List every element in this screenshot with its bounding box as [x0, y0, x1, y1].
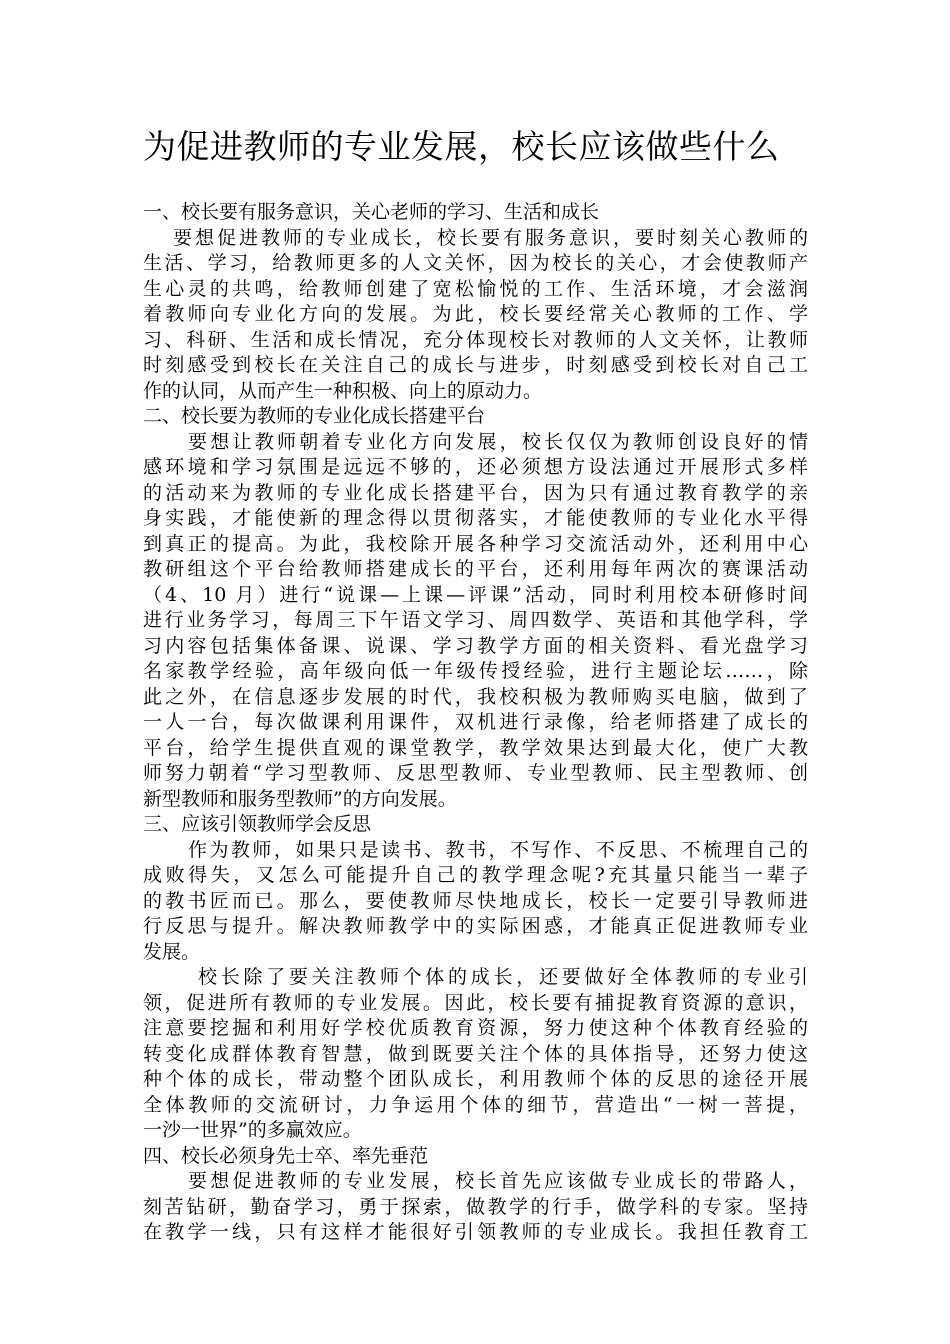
- paragraph-line: 转变化成群体教育智慧，做到既要关注个体的具体指导，还努力使这: [143, 1042, 808, 1065]
- paragraph-line: 校长除了要关注教师个体的成长，还要做好全体教师的专业引: [198, 966, 808, 988]
- paragraph-line: 平台，给学生提供直观的课堂教学，教学效果达到最大化，使广大教: [143, 736, 808, 759]
- paragraph-line: 进行业务学习，每周三下午语文学习、周四数学、英语和其他学科，学: [143, 609, 808, 631]
- paragraph-line: 生活、学习，给教师更多的人文关怀，因为校长的关心，才会使教师产: [143, 252, 808, 274]
- paragraph: [143, 226, 808, 405]
- paragraph-line: 感环境和学习氛围是远远不够的，还必须想方设法通过开展形式多样: [143, 456, 808, 478]
- paragraph-line: 教研组这个平台给教师搭建成长的平台，还利用每年两次的赛课活动: [143, 558, 808, 580]
- paragraph-line: 一沙一世界”的多赢效应。: [143, 1119, 362, 1141]
- paragraph-line: 习、科研、生活和成长情况，充分体现校长对教师的人文关怀，让教师: [143, 328, 808, 351]
- section-3: [143, 812, 808, 1144]
- paragraph-line: 名家教学经验，高年级向低一年级传授经验，进行主题论坛……，除: [143, 660, 808, 682]
- document-title: 为促进教师的专业发展，校长应该做些什么: [143, 127, 780, 166]
- section-heading: 三、应该引领教师学会反思: [143, 813, 372, 835]
- paragraph-line: （4、10 月）进行“说课—上课—评课”活动，同时利用校本研修时间: [143, 583, 808, 606]
- paragraph-line: 着教师向专业化方向的发展。为此，校长要经常关心教师的工作、学: [143, 303, 808, 325]
- paragraph-line: 新型教师和服务型教师”的方向发展。: [143, 787, 457, 810]
- paragraph-line: 此之外，在信息逐步发展的时代，我校积极为教师购买电脑，做到了: [143, 685, 808, 708]
- paragraph-line: 行反思与提升。解决教师教学中的实际困惑，才能真正促进教师专业: [143, 915, 808, 937]
- paragraph-line: 作为教师，如果只是读书、教书，不写作、不反思、不梳理自己的: [188, 838, 808, 861]
- paragraph-line: 要想让教师朝着专业化方向发展，校长仅仅为教师创设良好的情: [188, 430, 808, 453]
- paragraph-line: 要想促进教师的专业发展，校长首先应该做专业成长的带路人，: [188, 1170, 808, 1192]
- section-heading: 四、校长必须身先士卒、率先垂范: [143, 1144, 429, 1167]
- section-heading: 二、校长要为教师的专业化成长搭建平台: [143, 405, 486, 427]
- section-1: [143, 200, 808, 404]
- paragraph-line: 要想促进教师的专业成长，校长要有服务意识，要时刻关心教师的: [173, 226, 808, 249]
- paragraph-line: 在教学一线，只有这样才能很好引领教师的专业成长。我担任教育工: [143, 1221, 808, 1243]
- paragraph-line: 发展。: [143, 940, 201, 963]
- paragraph-line: 师努力朝着“学习型教师、反思型教师、专业型教师、民主型教师、创: [143, 762, 808, 784]
- document-page: [143, 122, 808, 1246]
- paragraph-line: 到真正的提高。为此，我校除开展各种学习交流活动外，还利用中心: [143, 532, 808, 555]
- paragraph-line: 一人一台，每次做课利用课件，双机进行录像，给老师搭建了成长的: [143, 711, 808, 733]
- paragraph-line: 时刻感受到校长在关注自己的成长与进步，时刻感受到校长对自己工: [143, 354, 808, 376]
- paragraph-line: 作的认同，从而产生一种积极、向上的原动力。: [143, 379, 543, 402]
- section-2: [143, 404, 808, 812]
- paragraph-line: 刻苦钻研，勤奋学习，勇于探索，做教学的行手，做学科的专家。坚持: [143, 1195, 808, 1218]
- paragraph-line: 习内容包括集体备课、说课、学习教学方面的相关资料、看光盘学习: [143, 634, 808, 657]
- paragraph-line: 注意要挖掘和利用好学校优质教育资源，努力使这种个体教育经验的: [143, 1017, 808, 1039]
- paragraph-line: 的教书匠而已。那么，要使教师尽快地成长，校长一定要引导教师进: [143, 889, 808, 912]
- paragraph: [143, 965, 808, 1144]
- section-heading: 一、校长要有服务意识，关心老师的学习、生活和成长: [143, 201, 600, 223]
- paragraph-line: 的活动来为教师的专业化成长搭建平台，因为只有通过教育教学的亲: [143, 481, 808, 504]
- paragraph-line: 身实践，才能使新的理念得以贯彻落实，才能使教师的专业化水平得: [143, 507, 808, 529]
- paragraph: [143, 1169, 808, 1246]
- section-4: [143, 1144, 808, 1246]
- paragraph-line: 全体教师的交流研讨，力争运用个体的细节，营造出“一树一菩提，: [143, 1093, 808, 1116]
- paragraph-line: 生心灵的共鸣，给教师创建了宽松愉悦的工作、生活环境，才会滋润: [143, 277, 808, 300]
- paragraph-line: 成败得失，又怎么可能提升自己的教学理念呢?充其量只能当一辈子: [143, 864, 808, 886]
- paragraph: [143, 838, 808, 966]
- paragraph-line: 领，促进所有教师的专业发展。因此，校长要有捕捉教育资源的意识，: [143, 991, 808, 1014]
- paragraph: [143, 430, 808, 813]
- paragraph-line: 种个体的成长，带动整个团队成长，利用教师个体的反思的途径开展: [143, 1068, 808, 1090]
